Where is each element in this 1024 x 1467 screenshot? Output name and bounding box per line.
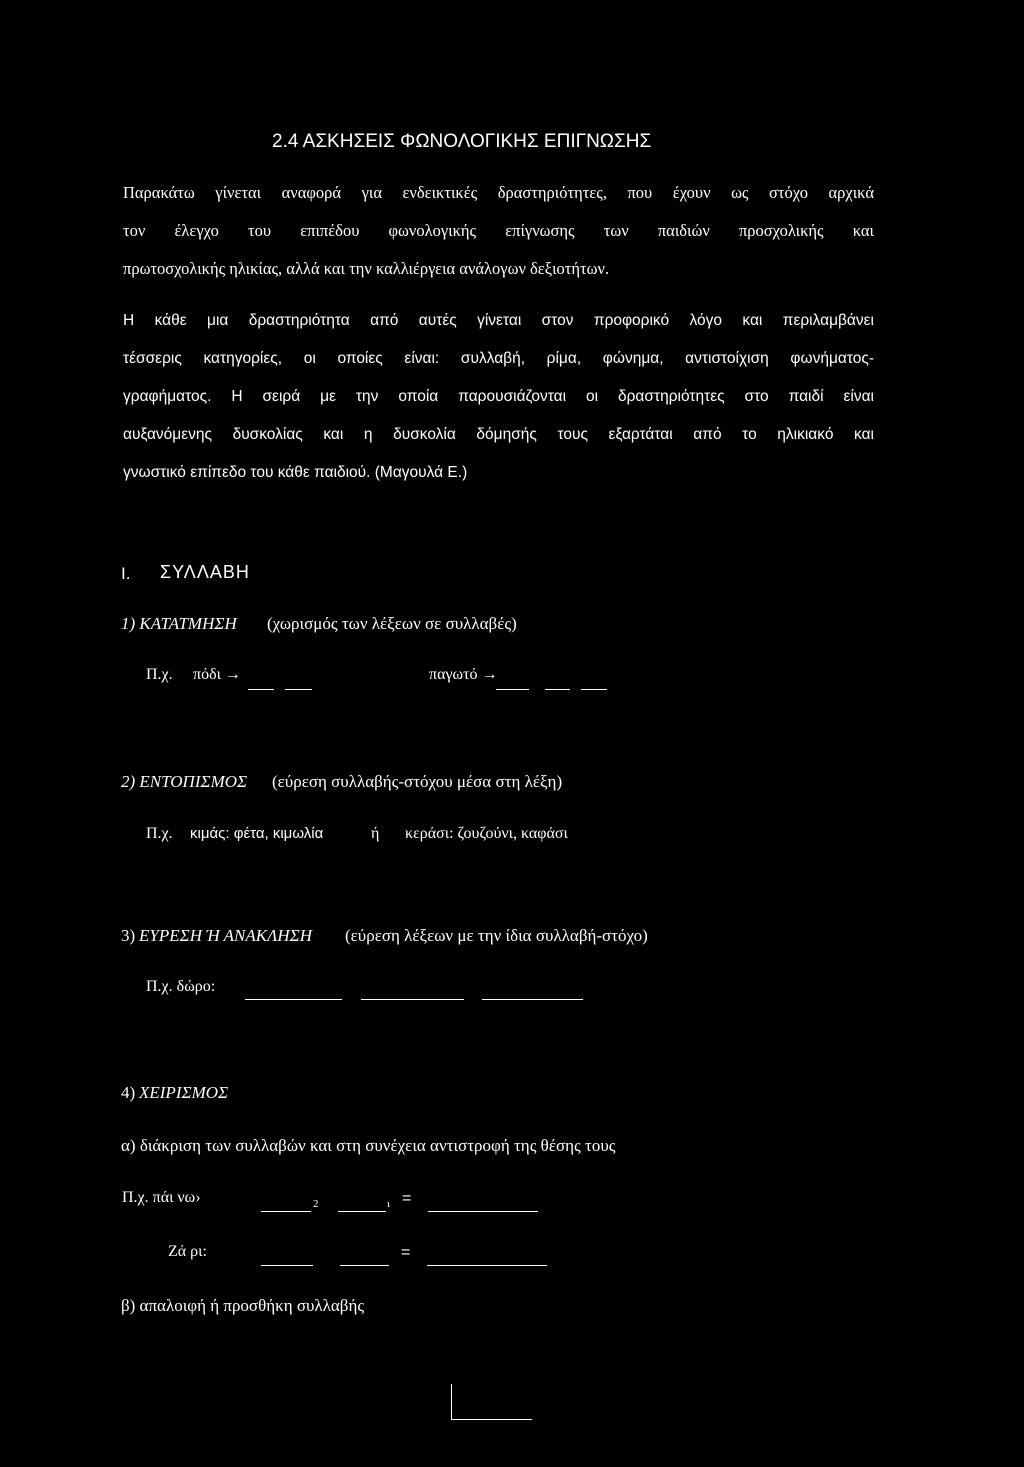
section-number: Ι.	[121, 564, 131, 583]
corner-mark	[451, 1384, 452, 1419]
paragraph-line: αυξανόμενης δυσκολίας και η δυσκολία δόμησής τους εξαρτάται από το ηλικιακό και	[123, 426, 874, 443]
exercise3-label-prefix: 3)	[121, 926, 136, 945]
paragraph-line: Παρακάτω γίνεται αναφορά για ενδεικτικές δραστηριότητες, που έχουν ως στόχο αρχικά	[123, 183, 874, 202]
exercise4-label: ΧΕΙΡΙΣΜΟΣ	[139, 1083, 229, 1102]
exercise1-label: 1) ΚΑΤΑΤΜΗΣΗ	[121, 614, 237, 633]
exercise1-example-prefix: Π.χ.	[146, 666, 173, 683]
answer-blank[interactable]	[261, 1265, 313, 1266]
index-mark-1: ι	[387, 1198, 390, 1210]
exercise4-example1-prefix: Π.χ. πάι νω›	[122, 1189, 201, 1206]
answer-blank[interactable]	[248, 689, 274, 690]
answer-blank[interactable]	[340, 1265, 389, 1266]
exercise2-or: ή	[371, 825, 380, 842]
paragraph-line: τον έλεγχο του επιπέδου φωνολογικής επίγνωσης των παιδιών προσχολικής και	[123, 221, 874, 240]
answer-blank[interactable]	[261, 1211, 311, 1212]
answer-blank[interactable]	[245, 999, 342, 1000]
exercise4-example2: Ζά ρι:	[168, 1243, 207, 1260]
exercise4-sub-b: β) απαλοιφή ή προσθήκη συλλαβής	[121, 1296, 365, 1315]
exercise2-example2: κεράσι: ζουζούνι, καφάσι	[405, 825, 568, 842]
paragraph-line: πρωτοσχολικής ηλικίας, αλλά και την καλλιέργεια ανάλογων δεξιοτήτων.	[123, 259, 610, 278]
exercise2-example1: κιμάς: φέτα, κιμωλία	[190, 825, 324, 842]
section-title: ΣΥΛΛΑΒΗ	[160, 562, 250, 582]
answer-blank[interactable]	[285, 689, 312, 690]
corner-mark	[451, 1419, 532, 1420]
exercise3-desc: (εύρεση λέξεων με την ίδια συλλαβή-στόχο)	[345, 926, 648, 945]
exercise1-desc: (χωρισμός των λέξεων σε συλλαβές)	[267, 614, 517, 633]
exercise1-word1: πόδι →	[193, 666, 241, 683]
exercise2-label: 2) ΕΝΤΟΠΙΣΜΟΣ	[121, 772, 248, 791]
exercise2-desc: (εύρεση συλλαβής-στόχου μέσα στη λέξη)	[272, 772, 563, 791]
exercise4-label-prefix: 4)	[121, 1083, 136, 1102]
paragraph-line: γνωστικό επίπεδο του κάθε παιδιού. (Μαγουλά Ε.)	[123, 464, 468, 481]
answer-blank[interactable]	[427, 1265, 547, 1266]
exercise3-label: ΕΥΡΕΣΗ Ή ΑΝΑΚΛΗΣΗ	[139, 926, 313, 945]
exercise4-sub-a: α) διάκριση των συλλαβών και στη συνέχεια αντιστροφή της θέσης τους	[121, 1136, 616, 1155]
answer-blank[interactable]	[428, 1211, 538, 1212]
answer-blank[interactable]	[361, 999, 464, 1000]
answer-blank[interactable]	[581, 689, 607, 690]
equals-sign: =	[402, 1190, 412, 1207]
page-title: 2.4 ΑΣΚΗΣΕΙΣ ΦΩΝΟΛΟΓΙΚΗΣ ΕΠΙΓΝΩΣΗΣ	[272, 131, 652, 152]
answer-blank[interactable]	[545, 689, 570, 690]
answer-blank[interactable]	[338, 1211, 386, 1212]
equals-sign: =	[401, 1244, 411, 1261]
exercise1-word2: παγωτό →	[429, 666, 498, 683]
answer-blank[interactable]	[496, 689, 529, 690]
index-mark-2: 2	[313, 1198, 319, 1210]
paragraph-line: Η κάθε μια δραστηριότητα από αυτές γίνεται στον προφορικό λόγο και περιλαμβάνει	[123, 312, 874, 329]
exercise3-example: Π.χ. δώρο:	[146, 978, 216, 995]
answer-blank[interactable]	[482, 999, 583, 1000]
paragraph-line: τέσσερις κατηγορίες, οι οποίες είναι: συλλαβή, ρίμα, φώνημα, αντιστοίχιση φωνήματος-	[123, 350, 874, 367]
exercise2-example-prefix: Π.χ.	[146, 825, 173, 842]
paragraph-line: γραφήματος. Η σειρά με την οποία παρουσιάζονται οι δραστηριότητες στο παιδί είναι	[123, 388, 874, 405]
